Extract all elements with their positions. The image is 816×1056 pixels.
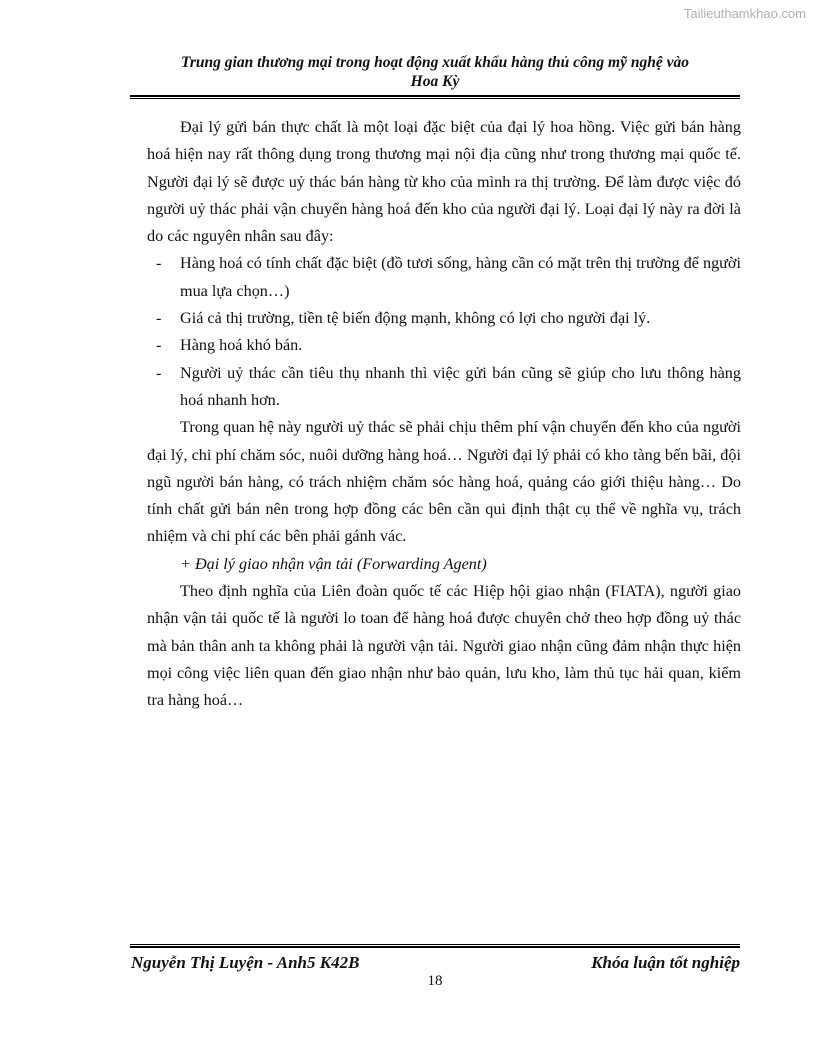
page-header	[130, 53, 740, 91]
header-title-line1: Trung gian thương mại trong hoạt động xuất khẩu hàng thủ công mỹ nghệ vào	[180, 54, 689, 71]
list-item-text: Hàng hoá có tính chất đặc biệt (đồ tươi sống, hàng cần có mặt trên thị trường để người mua lựa chọn…)	[180, 254, 741, 300]
list-item-text: Người uỷ thác cần tiêu thụ nhanh thì việc gửi bán cũng sẽ giúp cho lưu thông hàng hoá nhanh hơn.	[180, 363, 741, 409]
subheading-forwarding-agent: + Đại lý giao nhận vận tải (Forwarding Agent)	[180, 554, 487, 573]
document-body	[147, 114, 741, 715]
list-item	[147, 332, 741, 359]
footer-document-type: Khóa luận tốt nghiệp	[591, 953, 740, 972]
footer-divider	[130, 944, 740, 948]
list-item-text: Hàng hoá khó bán.	[180, 336, 303, 355]
list-item-text: Giá cả thị trường, tiền tệ biến động mạnh, không có lợi cho người đại lý.	[180, 309, 651, 328]
page-number: 18	[427, 973, 443, 989]
paragraph-fiata-definition: Theo định nghĩa của Liên đoàn quốc tế các Hiệp hội giao nhận (FIATA), người giao nhận vận tải quốc tế là người lo toan để hàng hoá được chuyên chở theo hợp đồng uỷ thác mà bản thân anh ta không phải là người vận tải. Người giao nhận cũng đảm nhận thực hiện mọi công việc liên quan đến giao nhận như bảo quản, lưu kho, làm thủ tục hải quan, kiểm tra hàng hoá…	[147, 582, 741, 710]
reasons-list	[147, 250, 741, 414]
paragraph-costs: Trong quan hệ này người uỷ thác sẽ phải chịu thêm phí vận chuyển đến kho của người đại lý, chi phí chăm sóc, nuôi dưỡng hàng hoá… Người đại lý phải có kho tàng bến bãi, đội ngũ người bán hàng, có trách nhiệm chăm sóc hàng hoá, quảng cáo giới thiệu hàng… Do tính chất gửi bán nên trong hợp đồng các bên cần qui định thật cụ thể về nghĩa vụ, trách nhiệm và chi phí các bên phải gánh vác.	[147, 418, 741, 546]
watermark: Tailieuthamkhao.com	[683, 6, 806, 21]
header-title-line2: Hoa Kỳ	[410, 73, 460, 90]
bullet-dash: -	[156, 254, 162, 273]
bullet-dash: -	[156, 363, 162, 382]
bullet-dash: -	[156, 336, 162, 355]
list-item	[147, 305, 741, 332]
paragraph-consignment-agent: Đại lý gửi bán thực chất là một loại đặc biệt của đại lý hoa hồng. Việc gửi bán hàng hoá hiện nay rất thông dụng trong thương mại nội địa cũng như trong thương mại quốc tế. Người đại lý sẽ được uỷ thác bán hàng từ kho của mình ra thị trường. Để làm được việc đó người uỷ thác phải vận chuyển hàng hoá đến kho của người đại lý. Loại đại lý này ra đời là do các nguyên nhân sau đây:	[147, 118, 741, 246]
header-divider	[130, 95, 740, 99]
list-item	[147, 250, 741, 305]
bullet-dash: -	[156, 309, 162, 328]
list-item	[147, 360, 741, 415]
footer-author: Nguyễn Thị Luyện - Anh5 K42B	[131, 953, 360, 972]
